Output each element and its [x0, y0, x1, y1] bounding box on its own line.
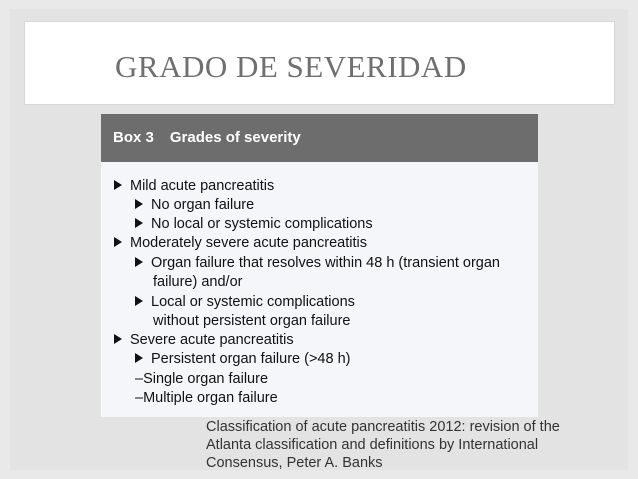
bullet-arrow-icon: [114, 334, 122, 344]
bullet-arrow-icon: [135, 218, 143, 228]
bullet-arrow-icon: [135, 296, 143, 306]
box-label: [113, 129, 301, 146]
list-item-continuation: without persistent organ failure: [153, 313, 351, 329]
bullet-arrow-icon: [135, 353, 143, 363]
caption-line: Classification of acute pancreatitis 2012: revision of the: [206, 419, 560, 435]
slide-title: GRADO DE SEVERIDAD: [115, 49, 467, 84]
list-item-transient-organ-failure: Organ failure that resolves within 48 h (transient organ: [135, 255, 500, 271]
box-header: [101, 114, 538, 162]
box-number: Box 3: [113, 129, 154, 146]
bullet-arrow-icon: [135, 257, 143, 267]
list-item-no-complications: No local or systemic complications: [135, 216, 373, 232]
bullet-arrow-icon: [114, 180, 122, 190]
list-item-local-complications: Local or systemic complications: [135, 294, 355, 310]
caption-line: Atlanta classification and definitions by International: [206, 437, 539, 453]
list-item-no-organ-failure: No organ failure: [135, 197, 254, 213]
severity-box: [101, 114, 538, 417]
citation-caption: [206, 418, 636, 472]
bullet-arrow-icon: [114, 237, 122, 247]
list-item-single-organ: –Single organ failure: [135, 371, 269, 387]
box-heading: Grades of severity: [169, 129, 301, 146]
list-item-moderately-severe: Moderately severe acute pancreatitis: [114, 235, 367, 251]
list-item-multiple-organ: –Multiple organ failure: [135, 390, 278, 406]
bullet-arrow-icon: [135, 199, 143, 209]
caption-line: Consensus, Peter A. Banks: [206, 455, 383, 471]
list-item-continuation: failure) and/or: [153, 274, 243, 290]
list-item-mild: Mild acute pancreatitis: [114, 178, 274, 194]
list-item-persistent-organ-failure: Persistent organ failure (>48 h): [135, 351, 350, 367]
list-item-severe: Severe acute pancreatitis: [114, 332, 294, 348]
